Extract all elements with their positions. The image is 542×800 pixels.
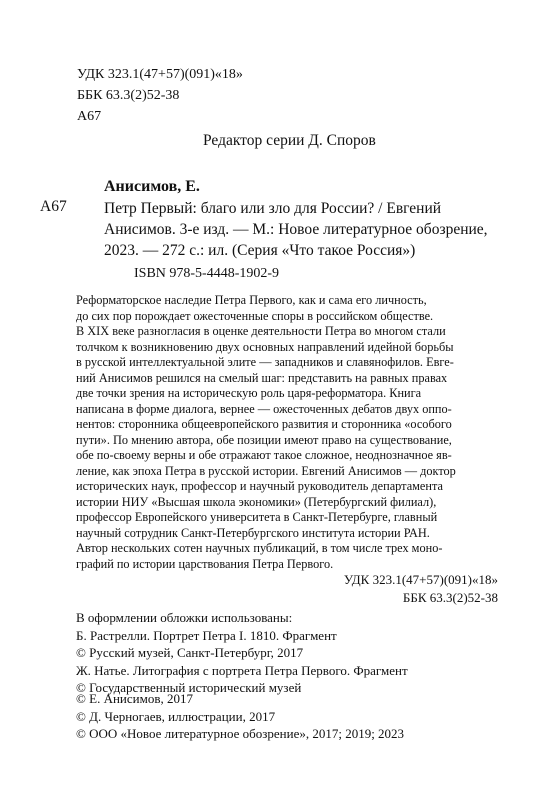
copyright-line: © Д. Черногаев, иллюстрации, 2017: [76, 708, 276, 724]
entry-author-code: А67: [40, 198, 67, 215]
udk-code-right: УДК 323.1(47+57)(091)«18»: [343, 572, 498, 587]
bib-line: Петр Первый: благо или зло для России? / Евгений: [104, 200, 442, 217]
annotation-line: две точки зрения на историческую роль царя-реформатора. Книга: [76, 386, 422, 400]
bib-line: Анисимов. 3-е изд. — М.: Новое литературное обозрение,: [104, 221, 488, 238]
annotation-line: научный сотрудник Санкт-Петербургского института истории РАН.: [76, 525, 430, 540]
classification-codes: [77, 64, 243, 127]
classification-codes-right: [344, 571, 498, 607]
series-editor: Редактор серии Д. Споров: [203, 132, 376, 149]
annotation-line: обе по-своему верны и обе отражают такое сложное, неоднозначное яв-: [76, 448, 452, 462]
annotation-line: нентов: сторонника общеевропейского развития и сторонника «особого: [76, 417, 452, 431]
cover-credit-line: Б. Растрелли. Портрет Петра I. 1810. Фрагмент: [76, 627, 337, 643]
author-heading: Анисимов, Е.: [104, 178, 200, 195]
isbn: ISBN 978-5-4448-1902-9: [134, 266, 280, 281]
bib-line: 2023. — 272 с.: ил. (Серия «Что такое Россия»): [104, 242, 416, 259]
bibliographic-description: [104, 198, 488, 261]
copyright-line: © ООО «Новое литературное обозрение», 2017; 2019; 2023: [76, 726, 405, 741]
cover-credit-line: В оформлении обложки использованы:: [76, 610, 293, 625]
annotation-line: профессор Европейского университета в Санкт-Петербурге, главный: [76, 510, 438, 524]
annotation-line: написана в форме диалога, вернее — ожесточенных дебатов двух оппо-: [76, 401, 452, 416]
annotation-line: Реформаторское наследие Петра Первого, как и сама его личность,: [76, 293, 427, 307]
bbk-code: ББК 63.3(2)52-38: [77, 88, 180, 103]
annotation: [76, 293, 456, 572]
annotation-line: пути». По мнению автора, обе позиции имеют право на существование,: [76, 432, 452, 447]
author-code: А67: [77, 109, 102, 124]
copyright-notices: [76, 690, 404, 743]
annotation-line: толчком к возникновению двух основных направлений идейной борьбы: [76, 339, 454, 354]
annotation-line: истории НИУ «Высшая школа экономики» (Петербургский филиал),: [76, 494, 437, 509]
annotation-line: ний Анисимов решился на смелый шаг: представить на равных правах: [76, 370, 448, 385]
annotation-line: ление, как эпоха Петра в русской истории. Евгений Анисимов — доктор: [76, 463, 456, 478]
cover-credit-line: Ж. Натье. Литография с портрета Петра Первого. Фрагмент: [76, 662, 408, 678]
cover-credit-line: © Русский музей, Санкт-Петербург, 2017: [76, 645, 304, 660]
bbk-code-right: ББК 63.3(2)52-38: [402, 590, 498, 605]
annotation-line: графий по истории царствования Петра Первого.: [76, 556, 334, 571]
annotation-line: исторических наук, профессор и научный руководитель департамента: [76, 479, 443, 493]
cover-credit-line: © Государственный исторический музей: [76, 680, 302, 695]
copyright-line: © Е. Анисимов, 2017: [76, 691, 193, 706]
udk-code: УДК 323.1(47+57)(091)«18»: [77, 67, 243, 82]
annotation-line: до сих пор порождает ожесточенные споры в российском обществе.: [76, 308, 434, 323]
annotation-line: В XIX веке разногласия в оценке деятельности Петра во многом стали: [76, 324, 446, 338]
annotation-line: Автор нескольких сотен научных публикаций, в том числе трех моно-: [76, 541, 443, 555]
annotation-line: в русской интеллектуальной элите — западников и славянофилов. Евге-: [76, 355, 454, 369]
cover-credits: [76, 609, 408, 697]
